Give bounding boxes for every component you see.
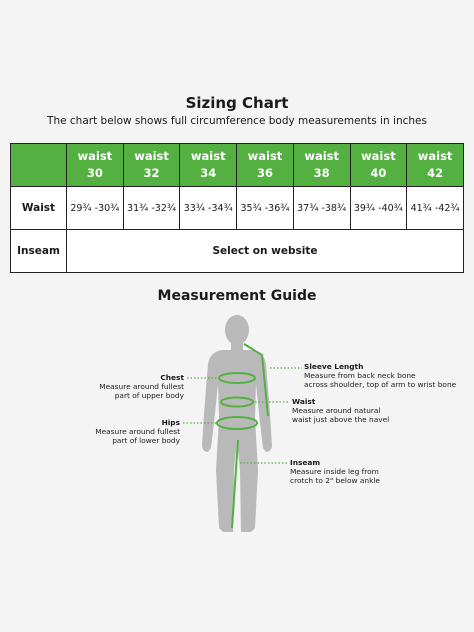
- inseam-heading: Inseam: [290, 458, 321, 467]
- chest-desc-line2: part of upper body: [114, 391, 184, 400]
- waist-desc-line2: waist just above the navel: [292, 415, 390, 424]
- page-subtitle: The chart below shows full circumference body measurements in inches: [47, 115, 427, 127]
- inseam-row-label: Inseam: [11, 230, 67, 273]
- inseam-desc-line1: Measure inside leg from: [290, 467, 379, 476]
- waist-value-30: 29¾ -30¾: [67, 187, 124, 230]
- hips-annotation: [80, 418, 180, 445]
- sleeve-desc-line1: Measure from back neck bone: [304, 371, 416, 380]
- sleeve-annotation: [304, 362, 469, 389]
- waist-value-32: 31¾ -32¾: [123, 187, 180, 230]
- waist-desc-line1: Measure around natural: [292, 406, 381, 415]
- size-header-40: waist 40: [350, 144, 407, 187]
- size-header-30: waist 30: [67, 144, 124, 187]
- size-header-36: waist 36: [237, 144, 294, 187]
- waist-annotation: [292, 397, 412, 424]
- hips-desc-line2: part of lower body: [112, 436, 180, 445]
- page-title: Sizing Chart: [185, 94, 289, 112]
- inseam-value: Select on website: [67, 230, 464, 273]
- guide-title: Measurement Guide: [157, 288, 317, 304]
- sleeve-heading: Sleeve Length: [304, 362, 364, 371]
- size-header-42: waist 42: [407, 144, 464, 187]
- size-header-38: waist 38: [293, 144, 350, 187]
- hips-desc-line1: Measure around fullest: [95, 427, 180, 436]
- waist-value-40: 39¾ -40¾: [350, 187, 407, 230]
- chest-desc-line1: Measure around fullest: [99, 382, 184, 391]
- chest-annotation: [84, 373, 184, 400]
- hips-heading: Hips: [161, 418, 180, 427]
- size-header-34: waist 34: [180, 144, 237, 187]
- waist-value-42: 41¾ -42¾: [407, 187, 464, 230]
- waist-heading: Waist: [292, 397, 316, 406]
- waist-row-label: Waist: [11, 187, 67, 230]
- inseam-annotation: [290, 458, 410, 485]
- waist-value-36: 35¾ -36¾: [237, 187, 294, 230]
- sleeve-desc-line2: across shoulder, top of arm to wrist bone: [304, 380, 457, 389]
- chest-heading: Chest: [160, 373, 184, 382]
- waist-value-38: 37¾ -38¾: [293, 187, 350, 230]
- inseam-desc-line2: crotch to 2" below ankle: [290, 476, 380, 485]
- waist-value-34: 33¾ -34¾: [180, 187, 237, 230]
- size-header-32: waist 32: [123, 144, 180, 187]
